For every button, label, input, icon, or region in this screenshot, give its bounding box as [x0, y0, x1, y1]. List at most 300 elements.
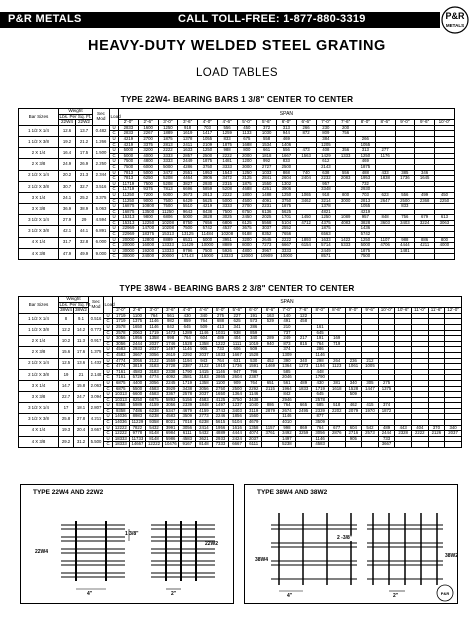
load-value-cell: 833	[217, 136, 237, 142]
load-value-cell: 3348	[316, 187, 336, 193]
load-type-cell: C	[110, 176, 119, 182]
load-value-cell: 4821	[316, 209, 336, 215]
load-value-cell: 489	[212, 336, 229, 342]
load-value-cell: 15313	[119, 215, 139, 221]
sec-mod-cell: 0.516	[89, 313, 104, 324]
load-type-cell: U	[104, 336, 113, 342]
load-value-cell: 3056	[146, 380, 163, 386]
load-value-cell: 5500	[129, 386, 146, 392]
span-header: 5'-6"	[229, 308, 246, 314]
load-value-cell: 938	[229, 330, 246, 336]
load-value-cell: 833	[277, 159, 297, 165]
load-value-cell: 518	[328, 403, 345, 409]
load-value-cell: 3472	[158, 170, 178, 176]
load-value-cell: 2338	[162, 369, 179, 375]
load-value-cell: 415	[362, 403, 379, 409]
load-value-cell: 1100	[212, 380, 229, 386]
col-header-weight: Weight	[59, 297, 89, 303]
load-value-cell: 7200	[138, 192, 158, 198]
load-value-cell: 381	[328, 380, 345, 386]
sec-mod-cell: 1.375	[89, 347, 104, 358]
load-type-cell: U	[104, 369, 113, 375]
diagram1-title: TYPE 22W4 AND 22W2	[33, 489, 104, 496]
load-value-cell: 491	[279, 319, 296, 325]
sec-mod-cell: 6.000	[93, 237, 110, 248]
bar-size-cell: 1 1/2 X 3/8	[19, 136, 59, 147]
sec-mod-cell: 6.891	[93, 226, 110, 237]
span-header: 5'-0"	[212, 308, 229, 314]
load-value-cell: 458	[295, 319, 312, 325]
load-value-cell: 1417	[198, 131, 218, 137]
load-value-cell: 2879	[262, 408, 279, 414]
load-value-cell: 3056	[312, 431, 329, 437]
load-value-cell: 2328	[395, 431, 412, 437]
load-value-cell: 585	[279, 369, 296, 375]
load-value-cell: 3750	[277, 198, 297, 204]
load-value-cell: 3119	[245, 408, 262, 414]
bar-size-cell: 1 1/2 X 3/8	[19, 324, 59, 335]
load-value-cell: 4375	[316, 220, 336, 226]
load-type-cell: C	[104, 352, 113, 358]
load-value-cell: 277	[375, 148, 395, 154]
load-value-cell: 1030	[257, 131, 277, 137]
load-value-cell: 661	[257, 148, 277, 154]
load-value-cell: 909	[229, 380, 246, 386]
load-value-cell: 4583	[129, 369, 146, 375]
load-value-cell: 6111	[245, 442, 262, 448]
load-value-cell: 16000	[138, 243, 158, 249]
load-value-cell: 1633	[178, 148, 198, 154]
load-value-cell: 2716	[345, 431, 362, 437]
load-value-cell: 6600	[129, 392, 146, 398]
span-header: 2'-6"	[129, 308, 146, 314]
span-header: 4'-6"	[196, 308, 213, 314]
load-value-cell: 12000	[237, 254, 257, 260]
load-value-cell: 1378	[178, 136, 198, 142]
load-value-cell: 6875	[146, 397, 163, 403]
load-value-cell: 842	[279, 392, 296, 398]
load-value-cell: 556	[277, 148, 297, 154]
weight-22w4-cell: 24.9	[59, 159, 76, 170]
span-header: 9'-6"	[362, 308, 379, 314]
load-value-cell: 1893	[296, 237, 316, 243]
load-value-cell: 2857	[178, 153, 198, 159]
load-value-cell: 703	[198, 125, 218, 131]
load-value-cell: 6250	[138, 176, 158, 182]
sec-mod-cell: 0.917	[89, 336, 104, 347]
load-value-cell: 1146	[196, 330, 213, 336]
load-value-cell: 982	[162, 319, 179, 325]
load-value-cell: 1833	[295, 386, 312, 392]
load-value-cell: 6875	[113, 386, 130, 392]
table2-title: TYPE 38W4 - BEARING BARS 2 3/8" CENTER TO CENTER	[119, 284, 355, 293]
load-value-cell: 7813	[158, 187, 178, 193]
load-value-cell: 4679	[245, 420, 262, 426]
load-value-cell: 509	[345, 392, 362, 398]
load-value-cell: 17143	[178, 254, 198, 260]
load-value-cell: 859	[179, 319, 196, 325]
load-value-cell: 5729	[129, 375, 146, 381]
load-value-cell: 1436	[356, 226, 376, 232]
load-value-cell: 2674	[279, 408, 296, 414]
load-value-cell: 1875	[237, 181, 257, 187]
load-value-cell: 4800	[237, 248, 257, 254]
load-value-cell: 3906	[277, 187, 297, 193]
load-value-cell: 5742	[198, 226, 218, 232]
load-value-cell: 7500	[138, 181, 158, 187]
load-value-cell: 13333	[158, 248, 178, 254]
col-header-38w4: 38W4	[59, 307, 72, 313]
page-subtitle: LOAD TABLES	[196, 67, 278, 79]
load-value-cell: 2122	[146, 358, 163, 364]
load-type-cell: U	[104, 436, 113, 442]
load-value-cell: 4444	[229, 431, 246, 437]
load-value-cell: 2404	[296, 176, 316, 182]
col-header-load: Load	[104, 297, 113, 314]
load-value-cell: 266	[296, 125, 316, 131]
load-value-cell: 7018	[179, 420, 196, 426]
load-value-cell: 7500	[198, 248, 218, 254]
load-value-cell: 3743	[212, 408, 229, 414]
load-value-cell: 5000	[178, 215, 198, 221]
load-value-cell: 625	[229, 319, 246, 325]
weight-38w4-cell: 14.7	[59, 380, 74, 391]
load-value-cell: 645	[312, 392, 329, 398]
load-value-cell: 2500	[229, 386, 246, 392]
sec-mod-cell: 2.807	[89, 403, 104, 414]
load-value-cell: 905	[196, 347, 213, 353]
bar-size-cell: 2 X 1/4	[19, 336, 59, 347]
load-value-cell: 530	[245, 358, 262, 364]
load-value-cell: 8000	[237, 243, 257, 249]
load-type-cell: C	[104, 319, 113, 325]
load-value-cell: 4583	[146, 386, 163, 392]
load-value-cell: 4679	[179, 408, 196, 414]
load-value-cell: 9800	[138, 215, 158, 221]
load-value-cell: 5000	[217, 198, 237, 204]
load-value-cell: 2573	[362, 431, 379, 437]
load-value-cell: 3675	[237, 226, 257, 232]
load-value-cell: 9796	[178, 248, 198, 254]
load-value-cell: 556	[395, 192, 415, 198]
load-value-cell: 2025	[257, 215, 277, 221]
load-value-cell: 1497	[162, 347, 179, 353]
load-value-cell: 8889	[217, 243, 237, 249]
load-value-cell: 998	[162, 336, 179, 342]
load-value-cell: 1378	[316, 204, 336, 210]
load-value-cell: 2202	[328, 408, 345, 414]
load-value-cell: 4583	[113, 347, 130, 353]
load-value-cell: 1591	[245, 364, 262, 370]
bar-size-cell: 3 1/2 X 1/4	[19, 403, 59, 414]
load-value-cell: 3967	[257, 248, 277, 254]
load-value-cell: 1033	[257, 170, 277, 176]
load-value-cell: 4583	[196, 397, 213, 403]
load-value-cell: 11429	[178, 243, 198, 249]
load-value-cell: 1333	[336, 153, 356, 159]
diagram2-dim-2: 2"	[393, 593, 399, 599]
weight-22w2-cell: 13.7	[76, 125, 93, 136]
col-header-38w2: 38W2	[74, 307, 87, 313]
load-value-cell: 2578	[113, 324, 130, 330]
load-value-cell: 2813	[158, 142, 178, 148]
load-value-cell: 430	[179, 313, 196, 319]
load-type-cell: C	[104, 442, 113, 448]
load-type-cell: C	[110, 131, 119, 137]
load-value-cell: 1719	[113, 313, 130, 319]
load-value-cell: 9000	[138, 198, 158, 204]
load-value-cell: 1833	[212, 352, 229, 358]
load-value-cell: 6667	[277, 243, 297, 249]
load-value-cell: 868	[277, 170, 297, 176]
load-value-cell: 1065	[296, 192, 316, 198]
load-type-cell: C	[110, 187, 119, 193]
load-value-cell: 10313	[113, 397, 130, 403]
load-value-cell: 809	[316, 131, 336, 137]
load-value-cell: 719	[328, 341, 345, 347]
load-value-cell: 1358	[146, 336, 163, 342]
load-value-cell: 14036	[113, 414, 130, 420]
load-value-cell: 3259	[295, 431, 312, 437]
load-type-cell: U	[110, 136, 119, 142]
load-value-cell: 7500	[178, 226, 198, 232]
load-value-cell: 10000	[198, 243, 218, 249]
weight-22w2-cell: 38.9	[76, 204, 93, 215]
span-header: 11'-0"	[411, 308, 428, 314]
load-value-cell: 957	[356, 215, 376, 221]
load-value-cell: 1415	[196, 369, 213, 375]
load-value-cell: 2037	[146, 347, 163, 353]
load-value-cell: 1650	[212, 392, 229, 398]
load-value-cell: 3951	[217, 237, 237, 243]
load-type-cell: C	[110, 232, 119, 238]
load-value-cell: 1375	[378, 386, 395, 392]
span-header: 7'-6"	[295, 308, 312, 314]
span-header: 10'-0"	[435, 120, 455, 126]
span-header: 3'-6"	[178, 120, 198, 126]
load-value-cell: 604	[345, 425, 362, 431]
load-value-cell: 9778	[129, 431, 146, 437]
load-value-cell: 1358	[196, 380, 213, 386]
load-value-cell: 5714	[316, 243, 336, 249]
load-value-cell: 561	[279, 380, 296, 386]
load-value-cell: 8889	[158, 237, 178, 243]
weight-38w4-cell: 19.3	[59, 425, 74, 436]
load-value-cell: 604	[196, 336, 213, 342]
span-header: 11'-6"	[428, 308, 445, 314]
load-value-cell: 4444	[395, 243, 415, 249]
load-value-cell: 210	[279, 324, 296, 330]
load-type-cell: C	[104, 375, 113, 381]
load-value-cell: 1194	[179, 358, 196, 364]
load-value-cell: 509	[245, 347, 262, 353]
load-value-cell: 679	[415, 215, 435, 221]
load-value-cell: 6429	[178, 198, 198, 204]
load-value-cell: 1005	[362, 364, 379, 370]
span-header: 5'-0"	[237, 120, 257, 126]
load-value-cell: 10208	[158, 220, 178, 226]
load-value-cell	[328, 442, 345, 448]
load-value-cell: 1055	[356, 142, 376, 148]
bar-size-cell: 3 X 1/4	[19, 192, 59, 203]
load-type-cell: U	[110, 192, 119, 198]
load-value-cell: 2222	[158, 148, 178, 154]
weight-38w2-cell: 21	[74, 369, 89, 380]
load-value-cell: 4583	[113, 352, 130, 358]
load-value-cell: 20000	[119, 243, 139, 249]
load-value-cell: 2833	[119, 131, 139, 137]
weight-22w2-cell: 25.2	[76, 192, 93, 203]
load-value-cell: 249	[279, 336, 296, 342]
load-value-cell: 2126	[428, 431, 445, 437]
load-value-cell: 764	[312, 341, 329, 347]
load-value-cell: 905	[345, 436, 362, 442]
bar-size-cell: 2 X 3/8	[19, 159, 59, 170]
load-value-cell: 5000	[158, 164, 178, 170]
load-value-cell: 18333	[113, 436, 130, 442]
load-value-cell: 940	[262, 341, 279, 347]
load-value-cell: 4000	[435, 243, 455, 249]
load-value-cell: 212	[362, 358, 379, 364]
load-value-cell: 3750	[229, 397, 246, 403]
load-value-cell: 2368	[415, 198, 435, 204]
load-value-cell: 6238	[146, 408, 163, 414]
load-value-cell	[295, 442, 312, 448]
load-value-cell: 6125	[237, 220, 257, 226]
load-value-cell: 286	[245, 324, 262, 330]
load-value-cell: 11719	[119, 187, 139, 193]
load-value-cell: 1875	[217, 142, 237, 148]
load-value-cell: 764	[212, 358, 229, 364]
load-table-38w4	[18, 296, 462, 448]
load-value-cell: 1429	[316, 153, 336, 159]
load-value-cell: 1250	[198, 148, 218, 154]
load-value-cell: 1375	[129, 319, 146, 325]
load-value-cell: 1146	[146, 319, 163, 325]
load-value-cell: 1956	[129, 336, 146, 342]
load-value-cell: 1422	[336, 237, 356, 243]
sec-mod-cell: 5.063	[93, 204, 110, 215]
load-value-cell: 4083	[336, 220, 356, 226]
load-value-cell: 2449	[316, 248, 336, 254]
load-value-cell: 4583	[179, 436, 196, 442]
bar-size-cell: 2 X 1/4	[19, 148, 59, 159]
load-value-cell: 529	[262, 319, 279, 325]
col-header-sec-mod: Sec Mod	[89, 297, 104, 314]
load-value-cell: 313	[277, 125, 297, 131]
load-value-cell: 3581	[179, 375, 196, 381]
load-value-cell: 7500	[119, 159, 139, 165]
load-value-cell: 886	[262, 403, 279, 409]
bar-size-cell: 1 1/2 X 1/4	[19, 313, 59, 324]
weight-22w4-cell: 36.9	[59, 204, 76, 215]
load-value-cell: 2037	[445, 431, 462, 437]
weight-22w4-cell: 42.1	[59, 226, 76, 237]
load-value-cell: 6806	[217, 220, 237, 226]
load-value-cell: 22969	[119, 232, 139, 238]
load-value-cell: 2444	[129, 341, 146, 347]
svg-text:P&R: P&R	[445, 11, 465, 21]
sec-mod-cell: 0.773	[89, 324, 104, 335]
load-value-cell: 3827	[178, 181, 198, 187]
load-value-cell	[435, 254, 455, 260]
load-value-cell: 5156	[179, 397, 196, 403]
load-value-cell	[336, 254, 356, 260]
load-value-cell: 3056	[196, 386, 213, 392]
weight-38w2-cell: 17.6	[74, 347, 89, 358]
weight-22w4-cell: 24.1	[59, 192, 76, 203]
load-value-cell: 5000	[119, 153, 139, 159]
load-value-cell: 5347	[162, 408, 179, 414]
load-value-cell: 509	[196, 324, 213, 330]
weight-22w4-cell: 16.4	[59, 148, 76, 159]
load-type-cell: U	[110, 125, 119, 131]
weight-22w4-cell: 31.7	[59, 237, 76, 248]
load-value-cell	[428, 442, 445, 448]
load-value-cell: 11733	[129, 436, 146, 442]
load-value-cell: 2449	[178, 159, 198, 165]
load-type-cell: C	[110, 164, 119, 170]
load-value-cell: 1406	[277, 142, 297, 148]
load-value-cell: 372	[257, 125, 277, 131]
load-value-cell: 3438	[179, 386, 196, 392]
load-value-cell: 6875	[113, 380, 130, 386]
load-value-cell: 1848	[196, 403, 213, 409]
load-value-cell: 10313	[113, 392, 130, 398]
load-value-cell: 613	[435, 215, 455, 221]
load-value-cell: 4889	[212, 431, 229, 437]
load-value-cell: 384	[316, 136, 336, 142]
load-value-cell: 8148	[196, 442, 213, 448]
load-value-cell: 2773	[196, 414, 213, 420]
load-value-cell: 4010	[279, 420, 296, 426]
load-value-cell: 1875	[356, 164, 376, 170]
sec-mod-cell: 1.266	[93, 136, 110, 147]
load-value-cell: 4583	[146, 392, 163, 398]
load-value-cell: 7161	[113, 369, 130, 375]
load-value-cell: 612	[316, 159, 336, 165]
load-value-cell: 2833	[119, 125, 139, 131]
load-value-cell: 3025	[217, 215, 237, 221]
load-value-cell: 452	[262, 358, 279, 364]
load-value-cell: 1875	[356, 248, 376, 254]
load-value-cell: 918	[178, 125, 198, 131]
span-header: 9'-0"	[345, 308, 362, 314]
load-value-cell: 2813	[198, 192, 218, 198]
load-value-cell: 1111	[229, 341, 246, 347]
load-value-cell: 1719	[113, 319, 130, 325]
load-type-cell: U	[110, 181, 119, 187]
load-value-cell: 3367	[162, 392, 179, 398]
load-value-cell: 665	[295, 403, 312, 409]
load-value-cell: 1364	[229, 392, 246, 398]
load-value-cell: 737	[279, 330, 296, 336]
load-value-cell: 1205	[316, 142, 336, 148]
load-value-cell: 918	[316, 192, 336, 198]
load-value-cell: 1289	[179, 330, 196, 336]
col-header-lbs-per-sqft: Lbs. Per Sq. Ft.	[59, 113, 92, 119]
load-value-cell: 2619	[162, 352, 179, 358]
brand-name: P&R METALS	[8, 13, 82, 25]
load-value-cell: 1650	[129, 324, 146, 330]
load-value-cell: 1309	[279, 352, 296, 358]
load-value-cell: 9375	[138, 187, 158, 193]
load-value-cell: 1560	[245, 414, 262, 420]
load-value-cell: 469	[356, 159, 376, 165]
load-type-cell: U	[110, 237, 119, 243]
load-value-cell: 677	[328, 425, 345, 431]
load-value-cell: 140	[279, 313, 296, 319]
